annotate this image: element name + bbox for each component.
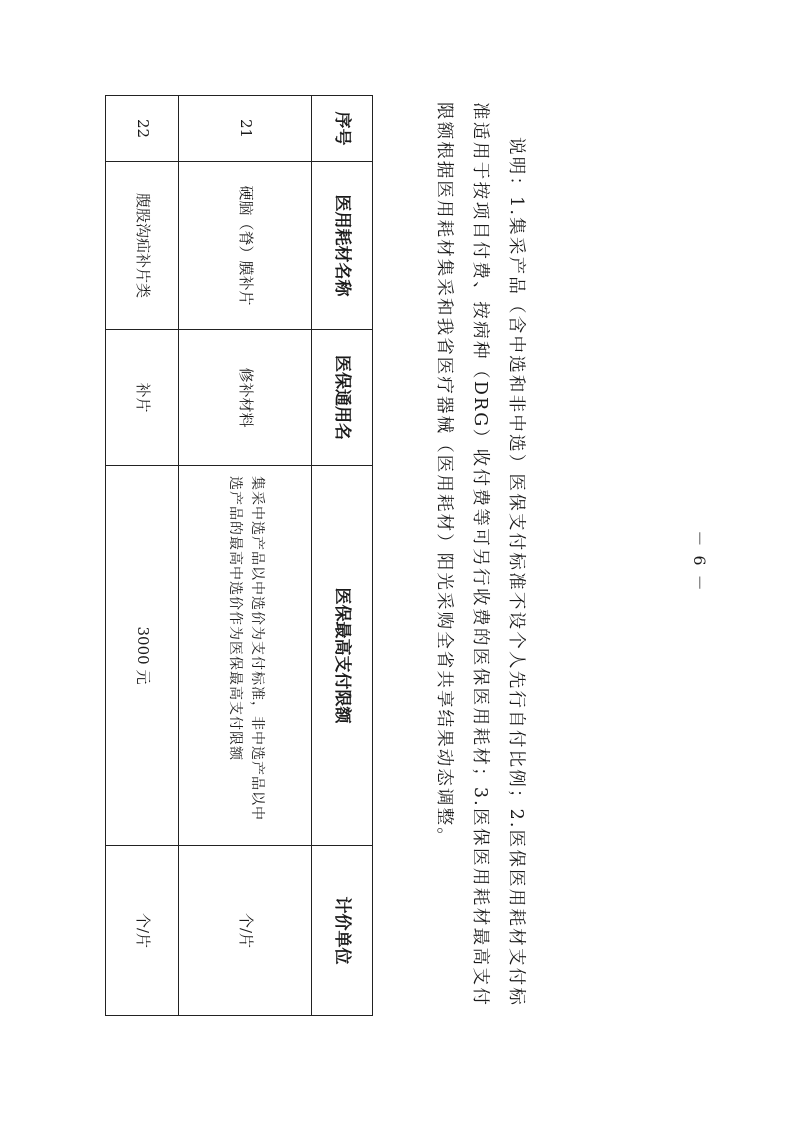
table-row [106, 96, 179, 1016]
header-seq: 序号 [312, 96, 373, 162]
cell-generic: 修补材料 [179, 330, 312, 466]
cell-unit: 个/片 [179, 846, 312, 1016]
cell-generic: 补片 [106, 330, 179, 466]
header-unit: 计价单位 [312, 846, 373, 1016]
cell-name: 腹股沟疝补片类 [106, 162, 179, 330]
cell-seq: 21 [179, 96, 312, 162]
table-row [179, 96, 312, 1016]
cell-seq: 22 [106, 96, 179, 162]
header-generic: 医保通用名 [312, 330, 373, 466]
cell-limit: 3000 元 [106, 466, 179, 846]
cell-unit: 个/片 [106, 846, 179, 1016]
page-number: － 6 － [690, 530, 709, 593]
cell-limit: 集采中选产品以中选价为支付标准，非中选产品以中选产品的最高中选价作为医保最高支付限额 [179, 466, 312, 846]
table-header-row [312, 96, 373, 1016]
header-limit: 医保最高支付限额 [312, 466, 373, 846]
notes-paragraph: 说明：1.集采产品（含中选和非中选）医保支付标准不设个人先行自付比例；2.医保医用耗材支付标准适用于按项目付费、按病种（DRG）收付费等可另行收费的医保医用耗材；3.医保医用耗材最高支付限额根据医用耗材集采和我省医疗器械（医用耗材）阳光采购全省共享结果动态调整。 [434, 102, 526, 1007]
header-name: 医用耗材名称 [312, 162, 373, 330]
cell-name: 硬脑（脊）膜补片 [179, 162, 312, 330]
payment-limit-table [105, 95, 373, 1016]
